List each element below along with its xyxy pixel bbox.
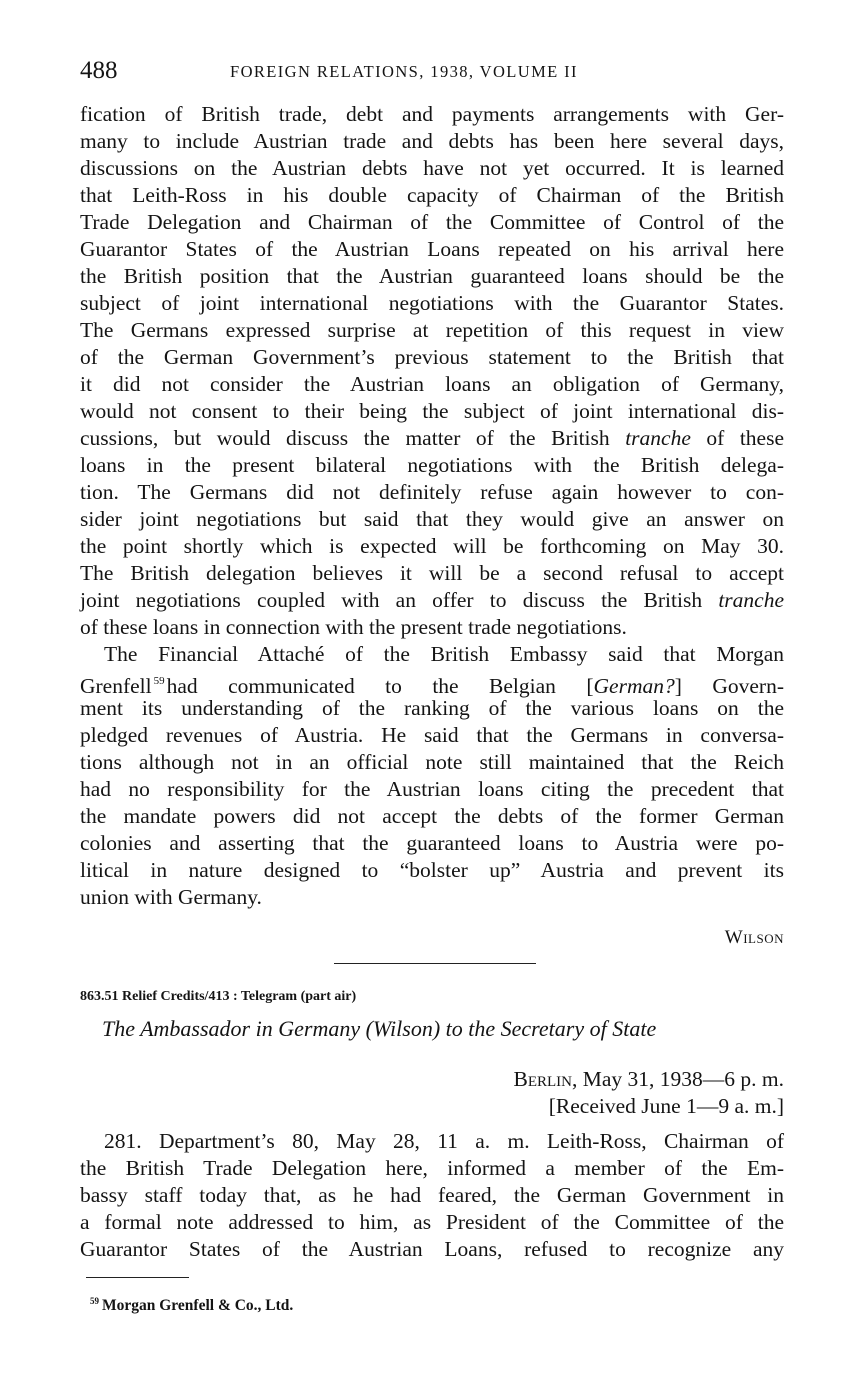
text-line: it did not consider the Austrian loans an obligation of Germany,: [80, 372, 784, 396]
text-line: tion. The Germans did not definitely refuse again however to con-: [80, 480, 784, 504]
dateline: [513, 1066, 784, 1093]
text-line: had no responsibility for the Austrian loans citing the precedent that: [80, 777, 784, 801]
text-line: the point shortly which is expected will be forthcoming on May 30.: [80, 534, 784, 558]
title-name: Wilson: [372, 1016, 433, 1041]
running-head: FOREIGN RELATIONS, 1938, VOLUME II: [230, 62, 578, 81]
document-title: [102, 1014, 782, 1044]
text-line: ment its understanding of the ranking of the various loans on the: [80, 696, 784, 720]
text-line: sider joint negotiations but said that they would give an answer on: [80, 507, 784, 531]
text-line: [80, 668, 784, 698]
italic-term: tranche: [718, 588, 784, 612]
text-span: joint negotiations coupled with an offer to discuss the British: [80, 588, 703, 612]
text-line: the British position that the Austrian guaranteed loans should be the: [80, 264, 784, 288]
text-span: Grenfell: [80, 674, 152, 698]
text-line: the mandate powers did not accept the debts of the former German: [80, 804, 784, 828]
italic-term: German?: [593, 674, 675, 698]
text-line: 281. Department’s 80, May 28, 11 a. m. Leith-Ross, Chairman of: [104, 1129, 784, 1153]
title-text: ) to the Secretary of State: [432, 1016, 657, 1041]
footnote-divider: [86, 1277, 189, 1278]
italic-term: tranche: [625, 426, 691, 450]
received-line: [Received June 1—9 a. m.]: [548, 1094, 784, 1118]
signature: Wilson: [724, 927, 784, 948]
text-line: pledged revenues of Austria. He said that the Germans in conversa-: [80, 723, 784, 747]
file-reference: 863.51 Relief Credits/413 : Telegram (part air): [80, 989, 357, 1004]
footnote-reference: 59: [153, 675, 165, 687]
text-line: loans in the present bilateral negotiations with the British delega-: [80, 453, 784, 477]
text-line: a formal note addressed to him, as President of the Committee of the: [80, 1210, 784, 1234]
text-span: cussions, but would discuss the matter of the British: [80, 426, 610, 450]
text-line: subject of joint international negotiations with the Guarantor States.: [80, 291, 784, 315]
text-line: [80, 425, 784, 452]
text-line: litical in nature designed to “bolster up” Austria and prevent its: [80, 858, 784, 882]
title-text: The Ambassador in Germany (: [102, 1016, 373, 1041]
section-divider: [334, 963, 536, 964]
text-line: Trade Delegation and Chairman of the Committee of Control of the: [80, 210, 784, 234]
text-line: [80, 587, 784, 614]
text-line: tions although not in an official note still maintained that the Reich: [80, 750, 784, 774]
text-line: bassy staff today that, as he had feared, the German Government in: [80, 1183, 784, 1207]
dateline-date: , May 31, 1938—6 p. m.: [571, 1067, 784, 1091]
text-line: Guarantor States of the Austrian Loans, refused to recognize any: [80, 1237, 784, 1261]
footnote-number: 59: [90, 1296, 99, 1306]
page-number: 488: [80, 57, 118, 84]
footnote: [90, 1291, 293, 1316]
text-line: union with Germany.: [80, 885, 262, 909]
text-span: had communicated to the Belgian [: [166, 674, 594, 698]
text-line: the British Trade Delegation here, informed a member of the Em-: [80, 1156, 784, 1180]
page-header: [80, 56, 784, 86]
text-line: that Leith-Ross in his double capacity of Chairman of the British: [80, 183, 784, 207]
text-span: of these: [706, 426, 785, 450]
text-line: colonies and asserting that the guaranteed loans to Austria were po-: [80, 831, 784, 855]
text-line: Guarantor States of the Austrian Loans repeated on his arrival here: [80, 237, 784, 261]
text-line: The Financial Attaché of the British Embassy said that Morgan: [104, 642, 784, 666]
text-line: fication of British trade, debt and payments arrangements with Ger-: [80, 102, 784, 126]
text-span: ] Govern-: [674, 674, 784, 698]
footnote-text: Morgan Grenfell & Co., Ltd.: [102, 1297, 294, 1314]
dateline-place: Berlin: [513, 1067, 572, 1091]
text-line: of the German Government’s previous statement to the British that: [80, 345, 784, 369]
text-line: The Germans expressed surprise at repetition of this request in view: [80, 318, 784, 342]
text-line: discussions on the Austrian debts have not yet occurred. It is learned: [80, 156, 784, 180]
text-line: The British delegation believes it will be a second refusal to accept: [80, 561, 784, 585]
text-line: of these loans in connection with the present trade negotiations.: [80, 615, 627, 639]
text-line: many to include Austrian trade and debts has been here several days,: [80, 129, 784, 153]
text-line: would not consent to their being the subject of joint international dis-: [80, 399, 784, 423]
